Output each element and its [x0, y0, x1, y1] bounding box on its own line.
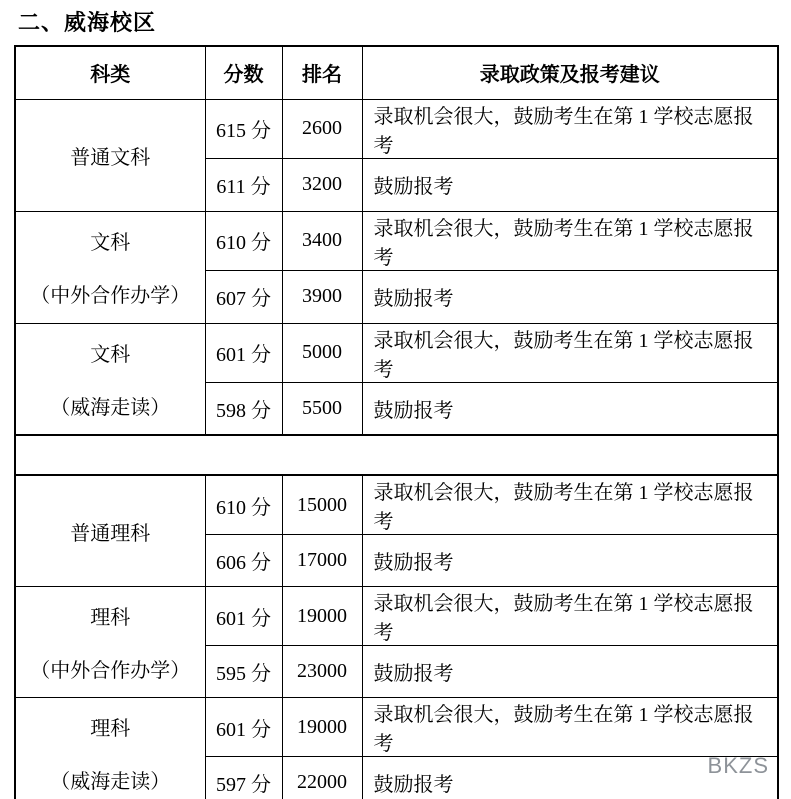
- category-cell: [15, 698, 205, 799]
- rank-cell: 19000: [282, 587, 362, 646]
- header-score: 分数: [205, 46, 282, 99]
- category-label: 理科: [90, 607, 131, 629]
- rank-cell: 5500: [282, 382, 362, 435]
- score-cell: 601 分: [205, 323, 282, 382]
- category-label: 文科: [90, 232, 131, 254]
- category-sublabel: （中外合作办学）: [30, 660, 191, 682]
- table-row: [15, 475, 778, 535]
- table-row: [15, 211, 778, 270]
- category-cell: [15, 475, 205, 587]
- advice-cell: 鼓励报考: [362, 535, 778, 587]
- score-cell: 606 分: [205, 535, 282, 587]
- category-label: 理科: [90, 717, 131, 740]
- header-rank: 排名: [282, 46, 362, 99]
- advice-cell: 录取机会很大，鼓励考生在第 1 学校志愿报考: [362, 698, 778, 757]
- category-sublabel: （威海走读）: [50, 770, 171, 793]
- table-row: [15, 323, 778, 382]
- category-cell: [15, 323, 205, 435]
- page-title: 二、威海校区: [18, 10, 157, 35]
- rank-cell: 19000: [282, 698, 362, 757]
- category-cell: [15, 587, 205, 698]
- watermark: BKZS: [707, 753, 769, 778]
- advice-cell: 鼓励报考: [362, 646, 778, 698]
- score-cell: 610 分: [205, 211, 282, 270]
- header-row: [15, 46, 778, 99]
- score-cell: 595 分: [205, 646, 282, 698]
- score-cell: 611 分: [205, 158, 282, 211]
- category-label: 普通文科: [70, 146, 151, 169]
- score-cell: 615 分: [205, 99, 282, 158]
- table-row: [15, 99, 778, 158]
- score-cell: 607 分: [205, 270, 282, 323]
- score-cell: 597 分: [205, 757, 282, 799]
- category-sublabel: （威海走读）: [50, 396, 171, 419]
- rank-cell: 3200: [282, 158, 362, 211]
- rank-cell: 22000: [282, 757, 362, 799]
- score-cell: 598 分: [205, 382, 282, 435]
- advice-cell: 鼓励报考: [362, 270, 778, 323]
- category-cell: [15, 211, 205, 323]
- score-cell: 610 分: [205, 475, 282, 535]
- rank-cell: 5000: [282, 323, 362, 382]
- score-cell: 601 分: [205, 698, 282, 757]
- advice-cell: 录取机会很大，鼓励考生在第 1 学校志愿报考: [362, 587, 778, 646]
- admission-table-science: [14, 474, 779, 799]
- advice-cell: 鼓励报考: [362, 757, 778, 799]
- advice-cell: 录取机会很大，鼓励考生在第 1 学校志愿报考: [362, 323, 778, 382]
- admission-table-liberal-arts: [14, 45, 779, 489]
- rank-cell: 15000: [282, 475, 362, 535]
- rank-cell: 2600: [282, 99, 362, 158]
- category-sublabel: （中外合作办学）: [30, 285, 191, 307]
- score-cell: 601 分: [205, 587, 282, 646]
- rank-cell: 17000: [282, 535, 362, 587]
- header-category: 科类: [15, 46, 205, 99]
- table-row: [15, 587, 778, 646]
- category-cell: [15, 99, 205, 211]
- rank-cell: 3900: [282, 270, 362, 323]
- rank-cell: 23000: [282, 646, 362, 698]
- advice-cell: 鼓励报考: [362, 382, 778, 435]
- category-label: 文科: [90, 343, 131, 366]
- advice-cell: 录取机会很大，鼓励考生在第 1 学校志愿报考: [362, 475, 778, 535]
- advice-cell: 录取机会很大，鼓励考生在第 1 学校志愿报考: [362, 99, 778, 158]
- category-label: 普通理科: [70, 522, 151, 545]
- advice-cell: 录取机会很大，鼓励考生在第 1 学校志愿报考: [362, 211, 778, 270]
- rank-cell: 3400: [282, 211, 362, 270]
- header-advice: 录取政策及报考建议: [362, 46, 778, 99]
- table-row: [15, 698, 778, 757]
- advice-cell: 鼓励报考: [362, 158, 778, 211]
